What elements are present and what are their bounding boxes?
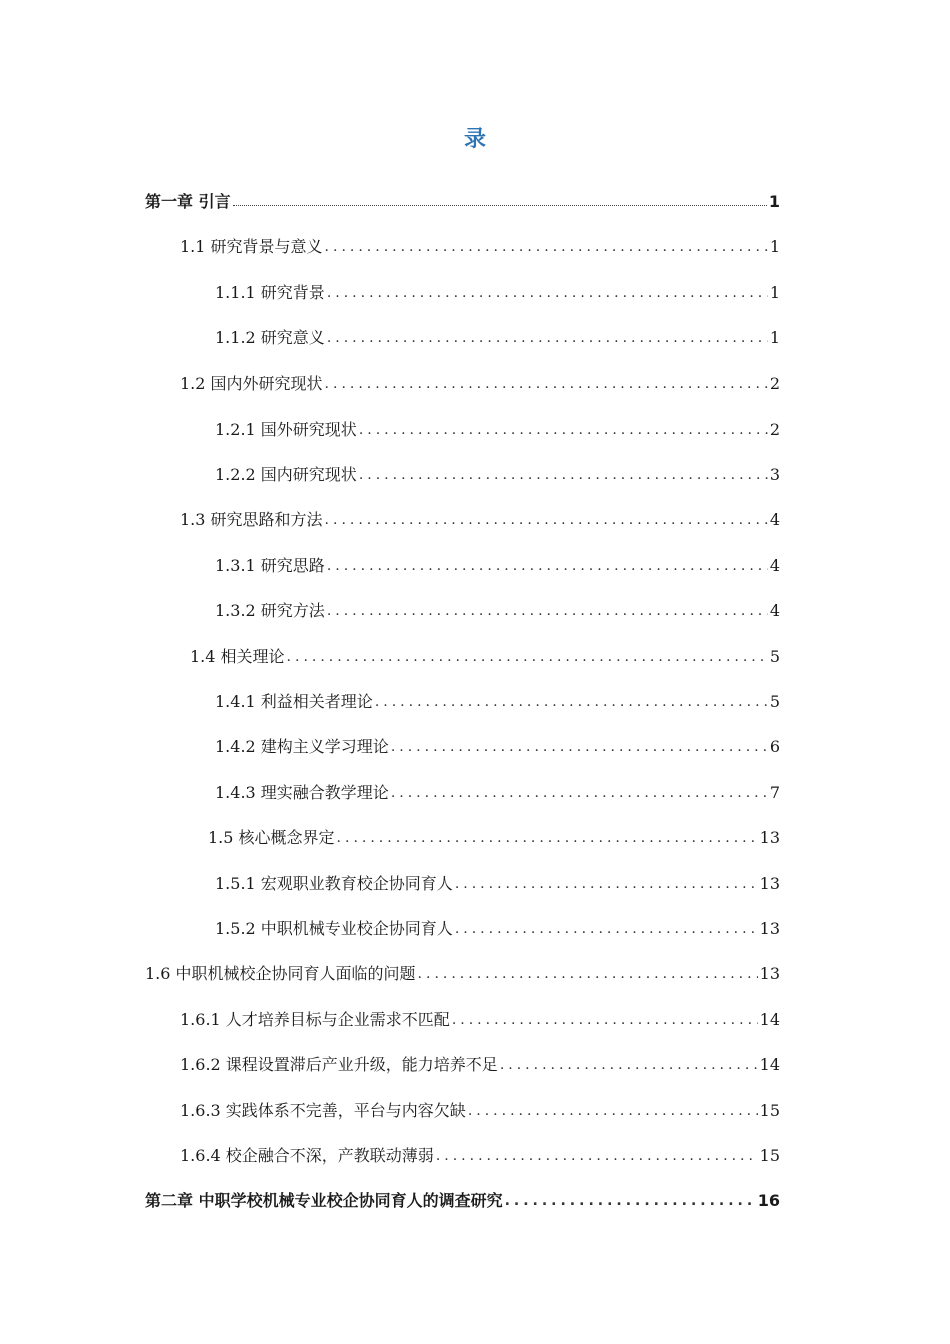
toc-entry-1-5-2[interactable]: [215, 917, 780, 941]
toc-page-number: 4: [769, 601, 780, 620]
toc-leader-dots: [500, 1053, 758, 1077]
toc-entry-1-3[interactable]: [180, 508, 780, 532]
toc-entry-label: 1.5.2 中职机械专业校企协同育人: [215, 919, 453, 938]
toc-leader-dots: [325, 372, 768, 396]
toc-entry-label: 第一章 引言: [145, 192, 231, 211]
toc-leader-dots: [391, 781, 768, 805]
toc-page-number: 1: [769, 283, 780, 302]
toc-entry-label: 1.6.4 校企融合不深，产教联动薄弱: [180, 1146, 434, 1165]
toc-entry-label: 1.5 核心概念界定: [208, 828, 335, 847]
toc-entry-label: 第二章 中职学校机械专业校企协同育人的调查研究: [145, 1191, 503, 1210]
toc-leader-dots: [233, 203, 767, 206]
toc-entry-1-4-1[interactable]: [215, 690, 780, 714]
toc-page-number: 4: [769, 510, 780, 529]
toc-entry-label: 1.4.3 理实融合教学理论: [215, 783, 389, 802]
toc-page-number: 13: [759, 874, 780, 893]
toc-entry-label: 1.6.2 课程设置滞后产业升级，能力培养不足: [180, 1055, 498, 1074]
toc-page-number: 13: [759, 964, 780, 983]
toc-entry-1-6-4[interactable]: [180, 1144, 780, 1168]
toc-entry-1-2-1[interactable]: [215, 418, 780, 442]
toc-page-number: 13: [759, 919, 780, 938]
toc-leader-dots: [325, 235, 768, 259]
toc-entry-label: 1.1.2 研究意义: [215, 328, 325, 347]
toc-leader-dots: [359, 463, 768, 487]
toc-leader-dots: [452, 1008, 758, 1032]
toc-page-number: 2: [769, 374, 780, 393]
toc-entry-chapter-1[interactable]: [145, 190, 780, 214]
toc-leader-dots: [455, 917, 758, 941]
toc-page-number: 3: [769, 465, 780, 484]
toc-entry-1-5[interactable]: [208, 826, 780, 850]
toc-entry-label: 1.5.1 宏观职业教育校企协同育人: [215, 874, 453, 893]
toc-entry-label: 1.4.1 利益相关者理论: [215, 692, 373, 711]
toc-leader-dots: [327, 281, 768, 305]
toc-title: 录: [463, 127, 486, 152]
toc-leader-dots: [327, 599, 768, 623]
toc-leader-dots: [375, 690, 768, 714]
toc-entry-1-4-3[interactable]: [215, 781, 780, 805]
toc-leader-dots: [418, 962, 758, 986]
toc-entry-1-4-2[interactable]: [215, 735, 780, 759]
toc-entry-label: 1.4 相关理论: [190, 647, 285, 666]
toc-page-number: 15: [759, 1146, 780, 1165]
toc-entry-1-6-3[interactable]: [180, 1099, 780, 1123]
toc-leader-dots: [455, 872, 758, 896]
toc-entry-1-4[interactable]: [190, 645, 780, 669]
toc-entry-chapter-2[interactable]: [145, 1189, 780, 1213]
toc-entry-label: 1.6.1 人才培养目标与企业需求不匹配: [180, 1010, 450, 1029]
toc-leader-dots: [505, 1189, 756, 1213]
toc-page-number: 7: [769, 783, 780, 802]
toc-page-number: 5: [769, 647, 780, 666]
toc-entry-1-1-1[interactable]: [215, 281, 780, 305]
toc-leader-dots: [325, 508, 768, 532]
toc-entry-1-1-2[interactable]: [215, 326, 780, 350]
toc-page-number: 1: [769, 237, 780, 256]
toc-entry-1-6-1[interactable]: [180, 1008, 780, 1032]
toc-leader-dots: [468, 1099, 758, 1123]
toc-page-number: 14: [759, 1055, 780, 1074]
toc-entry-1-3-2[interactable]: [215, 599, 780, 623]
toc-entry-label: 1.3 研究思路和方法: [180, 510, 323, 529]
toc-leader-dots: [436, 1144, 758, 1168]
toc-page-number: 16: [757, 1191, 780, 1210]
toc-entry-1-1[interactable]: [180, 235, 780, 259]
toc-entry-label: 1.2 国内外研究现状: [180, 374, 323, 393]
toc-page-number: 1: [768, 192, 780, 211]
toc-entry-1-2[interactable]: [180, 372, 780, 396]
toc-entry-label: 1.1.1 研究背景: [215, 283, 325, 302]
toc-entry-label: 1.4.2 建构主义学习理论: [215, 737, 389, 756]
toc-page-number: 13: [759, 828, 780, 847]
toc-page-number: 15: [759, 1101, 780, 1120]
toc-entry-1-5-1[interactable]: [215, 872, 780, 896]
toc-entry-1-3-1[interactable]: [215, 554, 780, 578]
toc-leader-dots: [391, 735, 768, 759]
toc-page-number: 2: [769, 420, 780, 439]
toc-entry-label: 1.2.1 国外研究现状: [215, 420, 357, 439]
toc-entry-1-2-2[interactable]: [215, 463, 780, 487]
toc-leader-dots: [287, 645, 768, 669]
toc-entry-label: 1.6 中职机械校企协同育人面临的问题: [145, 964, 416, 983]
toc-entry-label: 1.2.2 国内研究现状: [215, 465, 357, 484]
toc-leader-dots: [327, 326, 768, 350]
toc-leader-dots: [327, 554, 768, 578]
toc-page-number: 5: [769, 692, 780, 711]
toc-leader-dots: [337, 826, 758, 850]
toc-entry-1-6-2[interactable]: [180, 1053, 780, 1077]
toc-entry-label: 1.3.1 研究思路: [215, 556, 325, 575]
toc-entry-label: 1.6.3 实践体系不完善，平台与内容欠缺: [180, 1101, 466, 1120]
toc-entry-label: 1.1 研究背景与意义: [180, 237, 323, 256]
toc-entry-1-6[interactable]: [145, 962, 780, 986]
toc-entry-label: 1.3.2 研究方法: [215, 601, 325, 620]
toc-leader-dots: [359, 418, 768, 442]
toc-page-number: 4: [769, 556, 780, 575]
toc-page-number: 6: [769, 737, 780, 756]
toc-page-number: 1: [769, 328, 780, 347]
toc-page-number: 14: [759, 1010, 780, 1029]
